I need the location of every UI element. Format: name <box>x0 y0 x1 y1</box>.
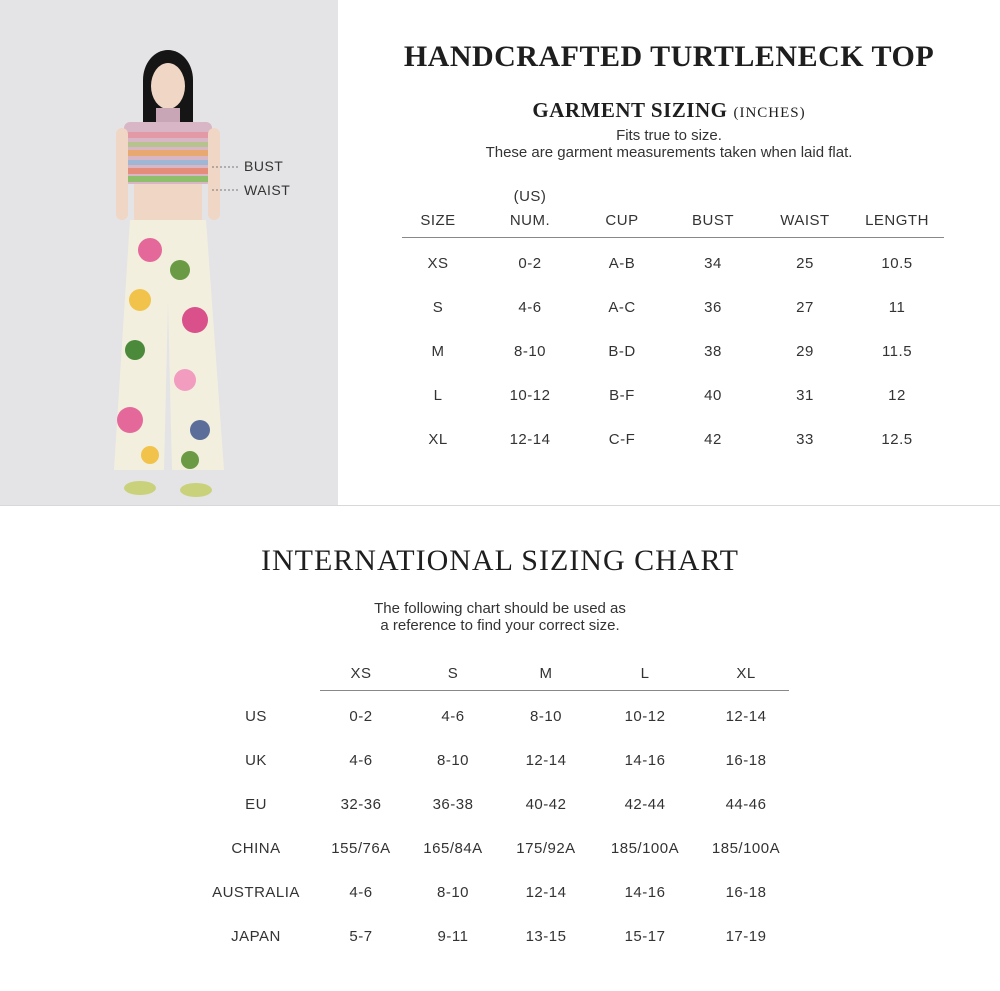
model-photo <box>0 0 338 505</box>
garment-table-cell: 25 <box>796 255 814 272</box>
intl-table-cell: 4-6 <box>349 752 373 769</box>
intl-table-cell: 0-2 <box>349 708 373 725</box>
intl-table-cell: 17-19 <box>725 928 767 945</box>
intl-table-cell: 10-12 <box>624 708 666 725</box>
garment-table-cell: 27 <box>796 299 814 316</box>
intl-row-label: AUSTRALIA <box>212 884 300 901</box>
garment-table-cell: 36 <box>704 299 722 316</box>
garment-sizing-heading <box>338 98 1000 123</box>
garment-table-cell: A-B <box>608 255 636 272</box>
garment-table-cell: B-F <box>609 387 635 404</box>
intl-table-cell: 185/100A <box>711 840 781 857</box>
garment-table-cell: A-C <box>608 299 636 316</box>
intl-row-label: EU <box>245 796 267 813</box>
intl-table-cell: 13-15 <box>525 928 567 945</box>
garment-table-cell: S <box>432 299 444 316</box>
garment-header-note: (US) <box>513 188 547 205</box>
intl-column-header: L <box>640 665 650 682</box>
intl-table-cell: 8-10 <box>529 708 563 725</box>
bust-callout: BUST <box>244 158 284 174</box>
intl-table-cell: 9-11 <box>437 928 469 945</box>
intl-table-cell: 44-46 <box>725 796 767 813</box>
garment-table-cell: 4-6 <box>518 299 542 316</box>
garment-table-cell: 12.5 <box>881 431 913 448</box>
measurement-note: These are garment measurements taken when laid flat. <box>485 144 853 161</box>
garment-table-cell: XL <box>428 431 448 448</box>
garment-table-cell: 40 <box>704 387 722 404</box>
intl-table-cell: 12-14 <box>525 752 567 769</box>
intl-table-cell: 155/76A <box>331 840 391 857</box>
garment-table-cell: 11.5 <box>881 343 913 360</box>
garment-table-cell: B-D <box>608 343 636 360</box>
international-title: INTERNATIONAL SIZING CHART <box>260 544 740 577</box>
garment-header-cell: CUP <box>605 212 639 229</box>
intl-table-cell: 8-10 <box>436 752 470 769</box>
garment-table-cell: 12 <box>888 387 906 404</box>
intl-table-cell: 36-38 <box>432 796 474 813</box>
intl-table-cell: 12-14 <box>525 884 567 901</box>
garment-header-cell: SIZE <box>420 212 456 229</box>
garment-header-cell: LENGTH <box>865 212 929 229</box>
garment-table-cell: 42 <box>704 431 722 448</box>
garment-sizing-unit: (INCHES) <box>733 105 806 121</box>
product-title: HANDCRAFTED TURTLENECK TOP <box>403 40 935 73</box>
intl-table-cell: 16-18 <box>725 884 767 901</box>
intl-table-cell: 165/84A <box>423 840 483 857</box>
intl-table-cell: 42-44 <box>624 796 666 813</box>
garment-table-cell: 34 <box>704 255 722 272</box>
garment-header-cell: WAIST <box>780 212 830 229</box>
garment-table-cell: 10.5 <box>881 255 913 272</box>
garment-header-rule <box>402 237 944 238</box>
intl-table-cell: 40-42 <box>525 796 567 813</box>
intl-row-label: CHINA <box>231 840 281 857</box>
intl-note-line2: a reference to find your correct size. <box>380 617 620 634</box>
intl-row-label: UK <box>245 752 267 769</box>
intl-column-header: XS <box>350 665 372 682</box>
waist-callout: WAIST <box>244 182 291 198</box>
section-divider <box>0 505 1000 506</box>
garment-table-cell: XS <box>427 255 449 272</box>
intl-table-cell: 12-14 <box>725 708 767 725</box>
garment-table-cell: L <box>433 387 443 404</box>
garment-header-cell: BUST <box>691 212 735 229</box>
garment-table-cell: 11 <box>888 299 906 316</box>
intl-table-cell: 5-7 <box>349 928 373 945</box>
garment-table-cell: 31 <box>796 387 814 404</box>
intl-column-header: XL <box>736 665 756 682</box>
garment-table-cell: 0-2 <box>518 255 542 272</box>
intl-row-label: JAPAN <box>231 928 281 945</box>
garment-table-cell: 38 <box>704 343 722 360</box>
garment-header-cell: NUM. <box>509 212 551 229</box>
garment-table-cell: M <box>431 343 445 360</box>
garment-table-cell: 12-14 <box>509 431 551 448</box>
intl-column-header: S <box>447 665 459 682</box>
intl-table-cell: 16-18 <box>725 752 767 769</box>
garment-sizing-title: GARMENT SIZING <box>532 98 728 122</box>
intl-row-label: US <box>245 708 267 725</box>
intl-table-cell: 4-6 <box>349 884 373 901</box>
intl-table-cell: 185/100A <box>610 840 680 857</box>
garment-table-cell: 29 <box>796 343 814 360</box>
intl-note-line1: The following chart should be used as <box>374 600 626 617</box>
garment-table-cell: 33 <box>796 431 814 448</box>
intl-table-cell: 14-16 <box>624 752 666 769</box>
intl-table-cell: 4-6 <box>441 708 465 725</box>
intl-table-cell: 14-16 <box>624 884 666 901</box>
intl-column-header: M <box>539 665 553 682</box>
fit-note: Fits true to size. <box>616 127 722 144</box>
garment-table-cell: 10-12 <box>509 387 551 404</box>
intl-table-cell: 32-36 <box>340 796 382 813</box>
intl-table-cell: 8-10 <box>436 884 470 901</box>
intl-table-cell: 15-17 <box>624 928 666 945</box>
model-illustration <box>0 0 338 505</box>
garment-table-cell: C-F <box>608 431 636 448</box>
intl-header-rule <box>320 690 789 691</box>
garment-table-cell: 8-10 <box>513 343 547 360</box>
intl-table-cell: 175/92A <box>516 840 576 857</box>
